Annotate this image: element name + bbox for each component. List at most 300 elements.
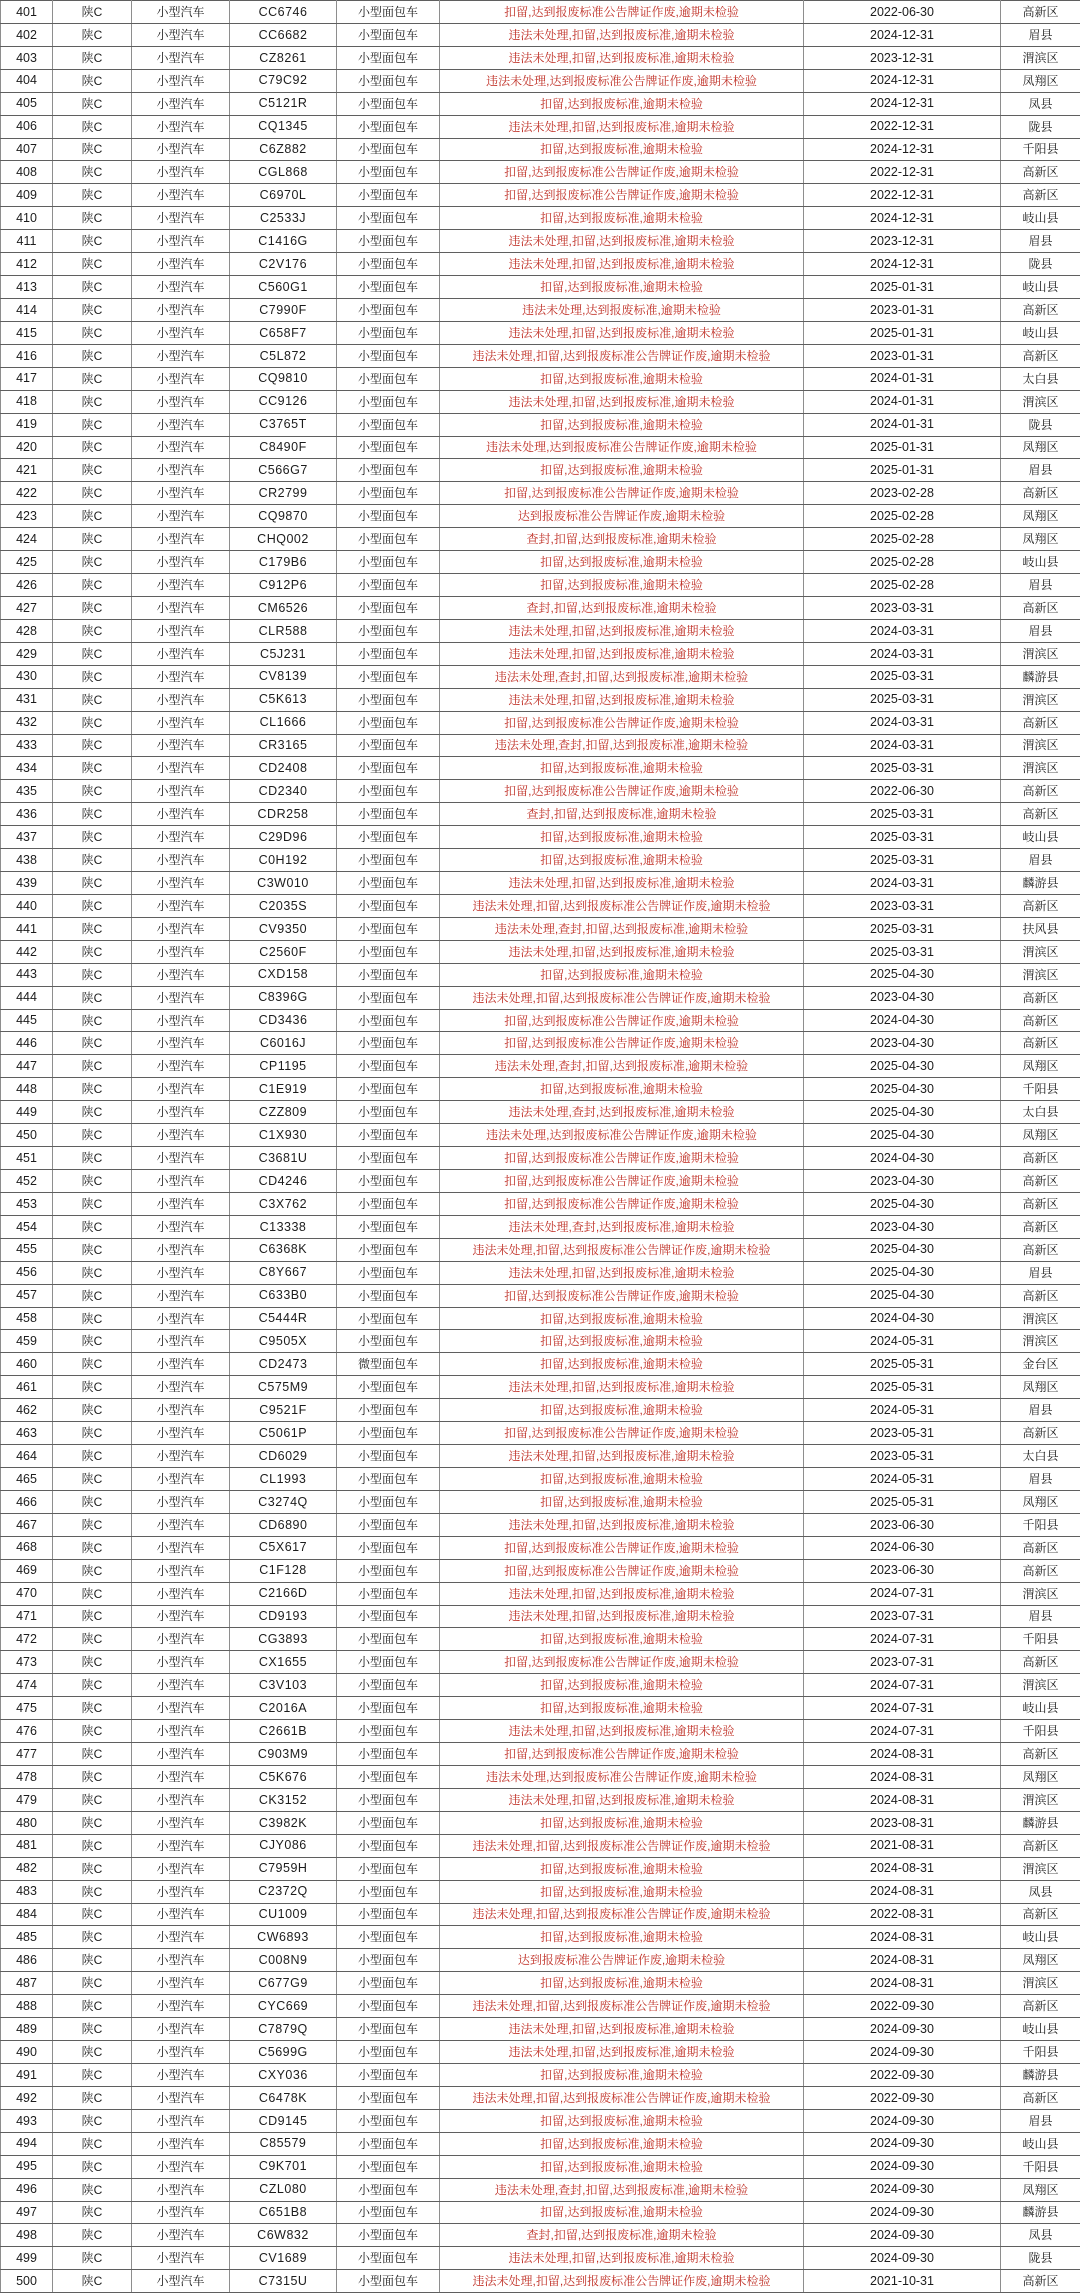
cell-plate-prefix: 陕C bbox=[53, 688, 132, 711]
table-row bbox=[1, 298, 1080, 321]
cell-district: 凤翔区 bbox=[1001, 1124, 1080, 1147]
cell-vehicle-type: 小型汽车 bbox=[132, 1307, 230, 1330]
cell-vehicle-type: 小型汽车 bbox=[132, 161, 230, 184]
cell-vehicle-subtype: 小型面包车 bbox=[337, 321, 440, 344]
table-row bbox=[1, 551, 1080, 574]
cell-inspection-expiry: 2021-10-31 bbox=[804, 2270, 1001, 2293]
cell-plate-prefix: 陕C bbox=[53, 940, 132, 963]
cell-district: 凤翔区 bbox=[1001, 2178, 1080, 2201]
cell-inspection-expiry: 2023-03-31 bbox=[804, 894, 1001, 917]
cell-inspection-expiry: 2024-07-31 bbox=[804, 1720, 1001, 1743]
table-row bbox=[1, 940, 1080, 963]
cell-district: 高新区 bbox=[1001, 803, 1080, 826]
cell-plate-prefix: 陕C bbox=[53, 803, 132, 826]
cell-plate-number: C7879Q bbox=[230, 2018, 337, 2041]
table-row bbox=[1, 459, 1080, 482]
cell-inspection-expiry: 2023-06-30 bbox=[804, 1559, 1001, 1582]
cell-vehicle-subtype: 小型面包车 bbox=[337, 917, 440, 940]
table-row bbox=[1, 253, 1080, 276]
cell-status: 扣留,达到报废标准,逾期未检验 bbox=[440, 1857, 804, 1880]
cell-row-number: 429 bbox=[1, 642, 53, 665]
vehicle-table-body bbox=[1, 1, 1080, 2293]
cell-plate-number: CL1993 bbox=[230, 1468, 337, 1491]
cell-vehicle-type: 小型汽车 bbox=[132, 619, 230, 642]
cell-vehicle-subtype: 小型面包车 bbox=[337, 1903, 440, 1926]
cell-district: 渭滨区 bbox=[1001, 390, 1080, 413]
cell-status: 扣留,达到报废标准公告牌证作废,逾期未检验 bbox=[440, 1743, 804, 1766]
cell-status: 扣留,达到报废标准公告牌证作废,逾期未检验 bbox=[440, 1, 804, 24]
cell-vehicle-subtype: 小型面包车 bbox=[337, 2247, 440, 2270]
cell-plate-prefix: 陕C bbox=[53, 711, 132, 734]
cell-plate-prefix: 陕C bbox=[53, 1009, 132, 1032]
cell-vehicle-type: 小型汽车 bbox=[132, 298, 230, 321]
cell-inspection-expiry: 2022-09-30 bbox=[804, 2063, 1001, 2086]
cell-status: 违法未处理,扣留,达到报废标准,逾期未检验 bbox=[440, 688, 804, 711]
cell-status: 扣留,达到报废标准,逾期未检验 bbox=[440, 757, 804, 780]
cell-row-number: 428 bbox=[1, 619, 53, 642]
cell-status: 违法未处理,查封,扣留,达到报废标准,逾期未检验 bbox=[440, 917, 804, 940]
cell-inspection-expiry: 2021-08-31 bbox=[804, 1834, 1001, 1857]
cell-status: 违法未处理,扣留,达到报废标准,逾期未检验 bbox=[440, 321, 804, 344]
cell-inspection-expiry: 2024-08-31 bbox=[804, 1926, 1001, 1949]
cell-inspection-expiry: 2024-08-31 bbox=[804, 1765, 1001, 1788]
cell-row-number: 487 bbox=[1, 1972, 53, 1995]
cell-plate-prefix: 陕C bbox=[53, 1536, 132, 1559]
cell-vehicle-subtype: 小型面包车 bbox=[337, 1055, 440, 1078]
cell-vehicle-type: 小型汽车 bbox=[132, 2201, 230, 2224]
cell-plate-number: C6478K bbox=[230, 2086, 337, 2109]
cell-vehicle-subtype: 小型面包车 bbox=[337, 1330, 440, 1353]
cell-status: 违法未处理,扣留,达到报废标准,逾期未检验 bbox=[440, 1376, 804, 1399]
cell-inspection-expiry: 2024-04-30 bbox=[804, 1307, 1001, 1330]
cell-inspection-expiry: 2022-09-30 bbox=[804, 1995, 1001, 2018]
cell-vehicle-subtype: 小型面包车 bbox=[337, 642, 440, 665]
cell-vehicle-type: 小型汽车 bbox=[132, 1215, 230, 1238]
table-row bbox=[1, 1697, 1080, 1720]
table-row bbox=[1, 1468, 1080, 1491]
cell-status: 查封,扣留,达到报废标准,逾期未检验 bbox=[440, 596, 804, 619]
cell-inspection-expiry: 2024-03-31 bbox=[804, 619, 1001, 642]
cell-vehicle-subtype: 小型面包车 bbox=[337, 1743, 440, 1766]
cell-district: 眉县 bbox=[1001, 574, 1080, 597]
cell-plate-prefix: 陕C bbox=[53, 1880, 132, 1903]
table-row bbox=[1, 1032, 1080, 1055]
table-row bbox=[1, 688, 1080, 711]
cell-plate-prefix: 陕C bbox=[53, 1192, 132, 1215]
cell-row-number: 455 bbox=[1, 1238, 53, 1261]
cell-inspection-expiry: 2025-04-30 bbox=[804, 1192, 1001, 1215]
cell-vehicle-type: 小型汽车 bbox=[132, 1972, 230, 1995]
cell-vehicle-type: 小型汽车 bbox=[132, 69, 230, 92]
cell-status: 扣留,达到报废标准,逾期未检验 bbox=[440, 1628, 804, 1651]
table-row bbox=[1, 1147, 1080, 1170]
cell-inspection-expiry: 2025-01-31 bbox=[804, 436, 1001, 459]
cell-vehicle-subtype: 小型面包车 bbox=[337, 390, 440, 413]
cell-inspection-expiry: 2024-04-30 bbox=[804, 1147, 1001, 1170]
cell-district: 渭滨区 bbox=[1001, 46, 1080, 69]
cell-district: 高新区 bbox=[1001, 1192, 1080, 1215]
cell-district: 眉县 bbox=[1001, 849, 1080, 872]
cell-row-number: 475 bbox=[1, 1697, 53, 1720]
cell-vehicle-type: 小型汽车 bbox=[132, 1880, 230, 1903]
cell-inspection-expiry: 2023-01-31 bbox=[804, 344, 1001, 367]
cell-inspection-expiry: 2024-09-30 bbox=[804, 2247, 1001, 2270]
cell-row-number: 448 bbox=[1, 1078, 53, 1101]
cell-row-number: 478 bbox=[1, 1765, 53, 1788]
cell-vehicle-type: 小型汽车 bbox=[132, 849, 230, 872]
cell-vehicle-subtype: 小型面包车 bbox=[337, 596, 440, 619]
cell-district: 渭滨区 bbox=[1001, 1582, 1080, 1605]
cell-district: 千阳县 bbox=[1001, 1513, 1080, 1536]
cell-status: 违法未处理,达到报废标准公告牌证作废,逾期未检验 bbox=[440, 1124, 804, 1147]
cell-vehicle-subtype: 小型面包车 bbox=[337, 298, 440, 321]
cell-status: 扣留,达到报废标准,逾期未检验 bbox=[440, 2201, 804, 2224]
table-row bbox=[1, 2178, 1080, 2201]
cell-status: 违法未处理,达到报废标准公告牌证作废,逾期未检验 bbox=[440, 436, 804, 459]
cell-vehicle-subtype: 小型面包车 bbox=[337, 1513, 440, 1536]
cell-plate-number: CR2799 bbox=[230, 482, 337, 505]
cell-plate-prefix: 陕C bbox=[53, 1720, 132, 1743]
cell-vehicle-type: 小型汽车 bbox=[132, 1078, 230, 1101]
cell-row-number: 415 bbox=[1, 321, 53, 344]
cell-plate-number: C658F7 bbox=[230, 321, 337, 344]
cell-vehicle-subtype: 小型面包车 bbox=[337, 344, 440, 367]
table-row bbox=[1, 1055, 1080, 1078]
cell-inspection-expiry: 2025-03-31 bbox=[804, 849, 1001, 872]
cell-plate-number: C575M9 bbox=[230, 1376, 337, 1399]
cell-inspection-expiry: 2024-12-31 bbox=[804, 23, 1001, 46]
cell-district: 岐山县 bbox=[1001, 207, 1080, 230]
cell-plate-number: C6970L bbox=[230, 184, 337, 207]
cell-inspection-expiry: 2024-01-31 bbox=[804, 367, 1001, 390]
cell-vehicle-subtype: 小型面包车 bbox=[337, 872, 440, 895]
cell-row-number: 414 bbox=[1, 298, 53, 321]
cell-vehicle-subtype: 小型面包车 bbox=[337, 1765, 440, 1788]
cell-inspection-expiry: 2024-09-30 bbox=[804, 2155, 1001, 2178]
cell-plate-prefix: 陕C bbox=[53, 413, 132, 436]
cell-plate-number: C3681U bbox=[230, 1147, 337, 1170]
table-row bbox=[1, 390, 1080, 413]
table-row bbox=[1, 1765, 1080, 1788]
cell-plate-number: CQ9870 bbox=[230, 505, 337, 528]
cell-row-number: 442 bbox=[1, 940, 53, 963]
cell-vehicle-type: 小型汽车 bbox=[132, 1628, 230, 1651]
cell-inspection-expiry: 2025-04-30 bbox=[804, 1284, 1001, 1307]
cell-plate-number: CK3152 bbox=[230, 1788, 337, 1811]
cell-district: 高新区 bbox=[1001, 1651, 1080, 1674]
cell-vehicle-type: 小型汽车 bbox=[132, 276, 230, 299]
cell-vehicle-subtype: 小型面包车 bbox=[337, 551, 440, 574]
cell-vehicle-type: 小型汽车 bbox=[132, 2247, 230, 2270]
cell-plate-prefix: 陕C bbox=[53, 46, 132, 69]
cell-inspection-expiry: 2025-02-28 bbox=[804, 528, 1001, 551]
cell-plate-number: CHQ002 bbox=[230, 528, 337, 551]
table-row bbox=[1, 2086, 1080, 2109]
cell-row-number: 430 bbox=[1, 665, 53, 688]
cell-plate-prefix: 陕C bbox=[53, 1834, 132, 1857]
cell-plate-number: C79C92 bbox=[230, 69, 337, 92]
cell-plate-number: C13338 bbox=[230, 1215, 337, 1238]
cell-district: 高新区 bbox=[1001, 1422, 1080, 1445]
cell-vehicle-type: 小型汽车 bbox=[132, 574, 230, 597]
cell-status: 违法未处理,查封,扣留,达到报废标准,逾期未检验 bbox=[440, 2178, 804, 2201]
cell-plate-number: CC6746 bbox=[230, 1, 337, 24]
cell-district: 岐山县 bbox=[1001, 1697, 1080, 1720]
cell-vehicle-subtype: 小型面包车 bbox=[337, 1101, 440, 1124]
cell-status: 违法未处理,扣留,达到报废标准,逾期未检验 bbox=[440, 230, 804, 253]
cell-plate-prefix: 陕C bbox=[53, 2247, 132, 2270]
cell-vehicle-type: 小型汽车 bbox=[132, 2041, 230, 2064]
table-row bbox=[1, 894, 1080, 917]
cell-inspection-expiry: 2024-01-31 bbox=[804, 413, 1001, 436]
cell-plate-prefix: 陕C bbox=[53, 1078, 132, 1101]
cell-plate-number: CD6029 bbox=[230, 1445, 337, 1468]
cell-vehicle-subtype: 小型面包车 bbox=[337, 482, 440, 505]
table-row bbox=[1, 436, 1080, 459]
table-row bbox=[1, 1399, 1080, 1422]
table-row bbox=[1, 1445, 1080, 1468]
cell-vehicle-subtype: 小型面包车 bbox=[337, 1880, 440, 1903]
cell-plate-number: C3274Q bbox=[230, 1490, 337, 1513]
cell-plate-number: C2372Q bbox=[230, 1880, 337, 1903]
cell-status: 扣留,达到报废标准公告牌证作废,逾期未检验 bbox=[440, 711, 804, 734]
cell-plate-prefix: 陕C bbox=[53, 1582, 132, 1605]
cell-inspection-expiry: 2025-03-31 bbox=[804, 917, 1001, 940]
cell-row-number: 484 bbox=[1, 1903, 53, 1926]
table-row bbox=[1, 1124, 1080, 1147]
table-row bbox=[1, 1811, 1080, 1834]
cell-row-number: 488 bbox=[1, 1995, 53, 2018]
cell-vehicle-subtype: 小型面包车 bbox=[337, 2041, 440, 2064]
cell-plate-number: C9505X bbox=[230, 1330, 337, 1353]
cell-inspection-expiry: 2024-08-31 bbox=[804, 1857, 1001, 1880]
cell-plate-number: C1416G bbox=[230, 230, 337, 253]
cell-plate-prefix: 陕C bbox=[53, 138, 132, 161]
cell-row-number: 444 bbox=[1, 986, 53, 1009]
cell-status: 违法未处理,达到报废标准公告牌证作废,逾期未检验 bbox=[440, 69, 804, 92]
cell-district: 千阳县 bbox=[1001, 1720, 1080, 1743]
cell-inspection-expiry: 2024-08-31 bbox=[804, 1880, 1001, 1903]
cell-row-number: 432 bbox=[1, 711, 53, 734]
cell-status: 违法未处理,扣留,达到报废标准,逾期未检验 bbox=[440, 872, 804, 895]
cell-vehicle-type: 小型汽车 bbox=[132, 940, 230, 963]
cell-vehicle-subtype: 小型面包车 bbox=[337, 1995, 440, 2018]
cell-inspection-expiry: 2023-04-30 bbox=[804, 1215, 1001, 1238]
cell-status: 扣留,达到报废标准,逾期未检验 bbox=[440, 1697, 804, 1720]
cell-plate-number: C29D96 bbox=[230, 826, 337, 849]
cell-row-number: 491 bbox=[1, 2063, 53, 2086]
cell-district: 高新区 bbox=[1001, 1284, 1080, 1307]
cell-vehicle-type: 小型汽车 bbox=[132, 436, 230, 459]
cell-vehicle-subtype: 小型面包车 bbox=[337, 1307, 440, 1330]
cell-row-number: 497 bbox=[1, 2201, 53, 2224]
cell-inspection-expiry: 2023-01-31 bbox=[804, 298, 1001, 321]
cell-plate-prefix: 陕C bbox=[53, 276, 132, 299]
cell-status: 违法未处理,扣留,达到报废标准,逾期未检验 bbox=[440, 642, 804, 665]
cell-status: 扣留,达到报废标准,逾期未检验 bbox=[440, 574, 804, 597]
cell-status: 违法未处理,扣留,达到报废标准公告牌证作废,逾期未检验 bbox=[440, 986, 804, 1009]
cell-vehicle-type: 小型汽车 bbox=[132, 528, 230, 551]
cell-status: 违法未处理,扣留,达到报废标准,逾期未检验 bbox=[440, 1582, 804, 1605]
cell-row-number: 482 bbox=[1, 1857, 53, 1880]
cell-row-number: 411 bbox=[1, 230, 53, 253]
cell-vehicle-type: 小型汽车 bbox=[132, 1720, 230, 1743]
cell-plate-prefix: 陕C bbox=[53, 986, 132, 1009]
cell-plate-number: C1E919 bbox=[230, 1078, 337, 1101]
cell-plate-number: C3765T bbox=[230, 413, 337, 436]
cell-row-number: 420 bbox=[1, 436, 53, 459]
cell-plate-prefix: 陕C bbox=[53, 2041, 132, 2064]
cell-district: 高新区 bbox=[1001, 2270, 1080, 2293]
cell-vehicle-type: 小型汽车 bbox=[132, 1147, 230, 1170]
cell-vehicle-type: 小型汽车 bbox=[132, 894, 230, 917]
cell-plate-prefix: 陕C bbox=[53, 757, 132, 780]
table-row bbox=[1, 367, 1080, 390]
cell-status: 违法未处理,扣留,达到报废标准公告牌证作废,逾期未检验 bbox=[440, 2270, 804, 2293]
cell-plate-number: C2016A bbox=[230, 1697, 337, 1720]
cell-vehicle-subtype: 小型面包车 bbox=[337, 1651, 440, 1674]
cell-row-number: 466 bbox=[1, 1490, 53, 1513]
table-row bbox=[1, 1353, 1080, 1376]
table-row bbox=[1, 1628, 1080, 1651]
cell-plate-prefix: 陕C bbox=[53, 1238, 132, 1261]
cell-status: 扣留,达到报废标准公告牌证作废,逾期未检验 bbox=[440, 1170, 804, 1193]
table-row bbox=[1, 69, 1080, 92]
cell-plate-prefix: 陕C bbox=[53, 23, 132, 46]
cell-status: 违法未处理,扣留,达到报废标准,逾期未检验 bbox=[440, 115, 804, 138]
cell-vehicle-subtype: 小型面包车 bbox=[337, 92, 440, 115]
cell-status: 违法未处理,扣留,达到报废标准公告牌证作废,逾期未检验 bbox=[440, 1903, 804, 1926]
cell-status: 查封,扣留,达到报废标准,逾期未检验 bbox=[440, 803, 804, 826]
cell-vehicle-type: 小型汽车 bbox=[132, 2018, 230, 2041]
cell-vehicle-subtype: 小型面包车 bbox=[337, 1032, 440, 1055]
cell-plate-number: CD2340 bbox=[230, 780, 337, 803]
cell-inspection-expiry: 2025-04-30 bbox=[804, 963, 1001, 986]
cell-vehicle-subtype: 小型面包车 bbox=[337, 2224, 440, 2247]
cell-district: 高新区 bbox=[1001, 2086, 1080, 2109]
cell-vehicle-type: 小型汽车 bbox=[132, 1811, 230, 1834]
cell-plate-number: CD4246 bbox=[230, 1170, 337, 1193]
cell-plate-prefix: 陕C bbox=[53, 1032, 132, 1055]
cell-plate-prefix: 陕C bbox=[53, 2018, 132, 2041]
cell-plate-number: C9521F bbox=[230, 1399, 337, 1422]
cell-plate-number: C8396G bbox=[230, 986, 337, 1009]
cell-vehicle-type: 小型汽车 bbox=[132, 1238, 230, 1261]
cell-vehicle-type: 小型汽车 bbox=[132, 1284, 230, 1307]
cell-inspection-expiry: 2024-07-31 bbox=[804, 1674, 1001, 1697]
table-row bbox=[1, 1605, 1080, 1628]
cell-plate-number: C7315U bbox=[230, 2270, 337, 2293]
table-row bbox=[1, 2270, 1080, 2293]
cell-district: 眉县 bbox=[1001, 230, 1080, 253]
cell-district: 岐山县 bbox=[1001, 551, 1080, 574]
cell-vehicle-subtype: 小型面包车 bbox=[337, 1, 440, 24]
cell-row-number: 467 bbox=[1, 1513, 53, 1536]
cell-inspection-expiry: 2023-04-30 bbox=[804, 986, 1001, 1009]
cell-plate-prefix: 陕C bbox=[53, 1628, 132, 1651]
cell-district: 千阳县 bbox=[1001, 2041, 1080, 2064]
cell-vehicle-type: 小型汽车 bbox=[132, 1353, 230, 1376]
cell-row-number: 426 bbox=[1, 574, 53, 597]
cell-inspection-expiry: 2024-12-31 bbox=[804, 92, 1001, 115]
cell-row-number: 425 bbox=[1, 551, 53, 574]
cell-row-number: 413 bbox=[1, 276, 53, 299]
cell-district: 高新区 bbox=[1001, 1743, 1080, 1766]
cell-district: 渭滨区 bbox=[1001, 1307, 1080, 1330]
cell-plate-number: CJY086 bbox=[230, 1834, 337, 1857]
table-row bbox=[1, 1101, 1080, 1124]
cell-plate-prefix: 陕C bbox=[53, 1101, 132, 1124]
cell-inspection-expiry: 2024-08-31 bbox=[804, 1949, 1001, 1972]
cell-vehicle-subtype: 小型面包车 bbox=[337, 1972, 440, 1995]
cell-status: 扣留,达到报废标准公告牌证作废,逾期未检验 bbox=[440, 1559, 804, 1582]
cell-status: 扣留,达到报废标准,逾期未检验 bbox=[440, 413, 804, 436]
cell-row-number: 418 bbox=[1, 390, 53, 413]
cell-inspection-expiry: 2025-04-30 bbox=[804, 1124, 1001, 1147]
cell-plate-prefix: 陕C bbox=[53, 1743, 132, 1766]
cell-status: 违法未处理,扣留,达到报废标准,逾期未检验 bbox=[440, 253, 804, 276]
cell-inspection-expiry: 2025-04-30 bbox=[804, 1078, 1001, 1101]
cell-vehicle-subtype: 小型面包车 bbox=[337, 528, 440, 551]
cell-vehicle-subtype: 小型面包车 bbox=[337, 780, 440, 803]
cell-plate-number: C3982K bbox=[230, 1811, 337, 1834]
cell-plate-prefix: 陕C bbox=[53, 230, 132, 253]
cell-inspection-expiry: 2022-12-31 bbox=[804, 161, 1001, 184]
cell-status: 违法未处理,扣留,达到报废标准公告牌证作废,逾期未检验 bbox=[440, 2086, 804, 2109]
cell-vehicle-subtype: 小型面包车 bbox=[337, 1399, 440, 1422]
cell-district: 太白县 bbox=[1001, 1101, 1080, 1124]
cell-row-number: 403 bbox=[1, 46, 53, 69]
cell-vehicle-subtype: 小型面包车 bbox=[337, 1009, 440, 1032]
cell-vehicle-subtype: 小型面包车 bbox=[337, 1949, 440, 1972]
cell-district: 麟游县 bbox=[1001, 872, 1080, 895]
cell-district: 高新区 bbox=[1001, 1834, 1080, 1857]
cell-vehicle-type: 小型汽车 bbox=[132, 1536, 230, 1559]
cell-inspection-expiry: 2025-01-31 bbox=[804, 321, 1001, 344]
table-row bbox=[1, 665, 1080, 688]
cell-status: 扣留,达到报废标准公告牌证作废,逾期未检验 bbox=[440, 1536, 804, 1559]
table-row bbox=[1, 1307, 1080, 1330]
cell-row-number: 457 bbox=[1, 1284, 53, 1307]
cell-inspection-expiry: 2023-07-31 bbox=[804, 1651, 1001, 1674]
cell-plate-prefix: 陕C bbox=[53, 596, 132, 619]
cell-district: 岐山县 bbox=[1001, 276, 1080, 299]
cell-status: 扣留,达到报废标准,逾期未检验 bbox=[440, 138, 804, 161]
cell-vehicle-subtype: 小型面包车 bbox=[337, 2018, 440, 2041]
cell-vehicle-subtype: 小型面包车 bbox=[337, 894, 440, 917]
cell-vehicle-subtype: 小型面包车 bbox=[337, 849, 440, 872]
cell-plate-prefix: 陕C bbox=[53, 1399, 132, 1422]
cell-inspection-expiry: 2023-04-30 bbox=[804, 1032, 1001, 1055]
cell-plate-number: C6Z882 bbox=[230, 138, 337, 161]
table-row bbox=[1, 1834, 1080, 1857]
cell-row-number: 436 bbox=[1, 803, 53, 826]
cell-plate-number: C8490F bbox=[230, 436, 337, 459]
cell-district: 渭滨区 bbox=[1001, 1674, 1080, 1697]
cell-inspection-expiry: 2023-02-28 bbox=[804, 482, 1001, 505]
cell-inspection-expiry: 2025-04-30 bbox=[804, 1101, 1001, 1124]
cell-vehicle-type: 小型汽车 bbox=[132, 917, 230, 940]
table-row bbox=[1, 757, 1080, 780]
cell-status: 违法未处理,查封,扣留,达到报废标准,逾期未检验 bbox=[440, 1055, 804, 1078]
cell-vehicle-type: 小型汽车 bbox=[132, 1513, 230, 1536]
cell-status: 违法未处理,扣留,达到报废标准,逾期未检验 bbox=[440, 1261, 804, 1284]
cell-vehicle-type: 小型汽车 bbox=[132, 803, 230, 826]
cell-plate-prefix: 陕C bbox=[53, 1765, 132, 1788]
cell-inspection-expiry: 2024-05-31 bbox=[804, 1468, 1001, 1491]
cell-inspection-expiry: 2025-03-31 bbox=[804, 803, 1001, 826]
cell-inspection-expiry: 2025-02-28 bbox=[804, 551, 1001, 574]
